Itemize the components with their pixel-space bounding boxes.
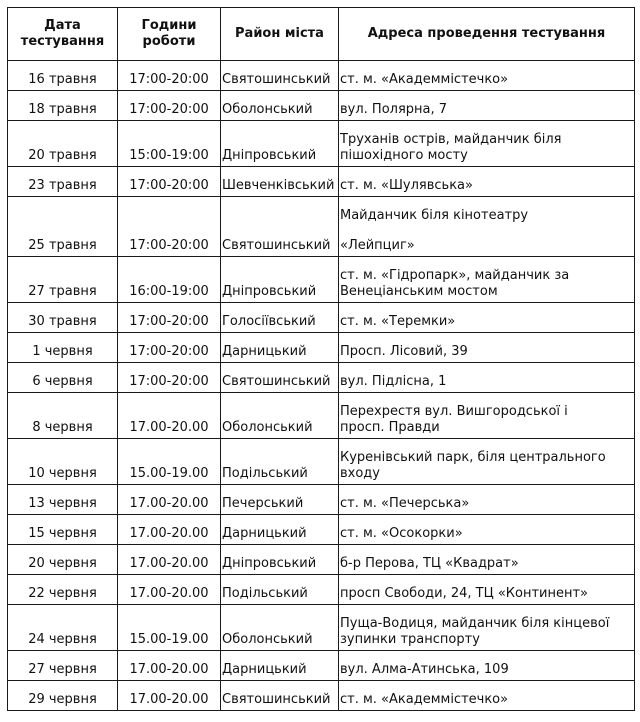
address-line: просп Свободи, 24, ТЦ «Континент» [340, 586, 589, 601]
table-row [8, 167, 635, 197]
cell-date: 30 травня [8, 303, 118, 333]
cell-date: 27 червня [8, 651, 118, 681]
address-line: ст. м. «Теремки» [340, 314, 456, 329]
cell-date: 25 травня [8, 197, 118, 257]
address-line: ст. м. «Осокорки» [340, 526, 463, 541]
cell-district: Дніпровський [221, 121, 339, 167]
cell-district: Дніпровський [221, 257, 339, 303]
address-line: ст. м. «Гідропарк», майданчик за [340, 268, 570, 283]
cell-address [339, 605, 635, 651]
cell-address [339, 439, 635, 485]
cell-time: 17:00-20:00 [118, 61, 221, 91]
table-row [8, 575, 635, 605]
address-line: ст. м. «Шулявська» [340, 178, 473, 193]
address-line: вул. Підлісна, 1 [340, 374, 447, 389]
cell-date: 20 травня [8, 121, 118, 167]
table-row [8, 121, 635, 167]
table-row [8, 651, 635, 681]
header-district: Район міста [221, 8, 339, 61]
cell-address [339, 333, 635, 363]
address-line: Венеціанським мостом [340, 284, 498, 299]
cell-time: 17.00-20.00 [118, 545, 221, 575]
cell-date: 6 червня [8, 363, 118, 393]
table-row [8, 61, 635, 91]
table-row [8, 197, 635, 257]
table-row [8, 439, 635, 485]
address-line: вул. Алма-Атинська, 109 [340, 662, 509, 677]
address-line: Перехрестя вул. Вишгородської і [340, 404, 568, 419]
cell-address [339, 651, 635, 681]
cell-district: Оболонський [221, 605, 339, 651]
cell-date: 16 травня [8, 61, 118, 91]
cell-address [339, 545, 635, 575]
cell-district: Голосіївський [221, 303, 339, 333]
cell-district: Святошинський [221, 681, 339, 711]
cell-district: Святошинський [221, 363, 339, 393]
cell-date: 8 червня [8, 393, 118, 439]
testing-schedule-table [7, 7, 635, 711]
cell-address [339, 167, 635, 197]
header-date: Дата тестування [8, 8, 118, 61]
cell-time: 17:00-20:00 [118, 363, 221, 393]
table-row [8, 515, 635, 545]
cell-date: 15 червня [8, 515, 118, 545]
cell-address [339, 257, 635, 303]
cell-time: 15.00-19.00 [118, 439, 221, 485]
cell-district: Дарницький [221, 515, 339, 545]
address-line: просп. Правди [340, 420, 440, 435]
address-line: Майданчик біля кінотеатру [340, 208, 529, 223]
cell-time: 17.00-20.00 [118, 485, 221, 515]
cell-time: 17:00-20:00 [118, 167, 221, 197]
cell-address [339, 61, 635, 91]
table-row [8, 485, 635, 515]
cell-address [339, 363, 635, 393]
address-line: «Лейпциг» [340, 238, 415, 253]
cell-district: Оболонський [221, 393, 339, 439]
cell-address [339, 393, 635, 439]
cell-date: 13 червня [8, 485, 118, 515]
cell-district: Дарницький [221, 651, 339, 681]
cell-address [339, 197, 635, 257]
address-line: ст. м. «Академмістечко» [340, 692, 509, 707]
table-row [8, 91, 635, 121]
cell-address [339, 515, 635, 545]
table-row [8, 605, 635, 651]
cell-time: 15.00-19.00 [118, 605, 221, 651]
address-line: Просп. Лісовий, 39 [340, 344, 468, 359]
header-hours: Години роботи [118, 8, 221, 61]
cell-address [339, 681, 635, 711]
schedule-table-container [7, 7, 635, 711]
table-row [8, 333, 635, 363]
address-line: Куренівський парк, біля центрального [340, 450, 606, 465]
cell-date: 20 червня [8, 545, 118, 575]
address-line: Пуща-Водиця, майданчик біля кінцевої [340, 616, 610, 631]
address-line: б-р Перова, ТЦ «Квадрат» [340, 556, 519, 571]
cell-district: Святошинський [221, 61, 339, 91]
cell-date: 1 червня [8, 333, 118, 363]
table-row [8, 257, 635, 303]
cell-date: 27 травня [8, 257, 118, 303]
cell-address [339, 121, 635, 167]
table-row [8, 393, 635, 439]
cell-time: 15:00-19:00 [118, 121, 221, 167]
address-line: пішохідного мосту [340, 148, 468, 163]
table-row [8, 363, 635, 393]
cell-date: 23 травня [8, 167, 118, 197]
cell-time: 17:00-20:00 [118, 333, 221, 363]
cell-time: 17.00-20.00 [118, 651, 221, 681]
cell-time: 17:00-20:00 [118, 303, 221, 333]
cell-time: 17:00-20:00 [118, 91, 221, 121]
cell-date: 22 червня [8, 575, 118, 605]
cell-district: Дніпровський [221, 545, 339, 575]
table-row [8, 545, 635, 575]
table-header-row [8, 8, 635, 61]
cell-time: 17.00-20.00 [118, 575, 221, 605]
cell-date: 18 травня [8, 91, 118, 121]
cell-address [339, 303, 635, 333]
cell-time: 17.00-20.00 [118, 393, 221, 439]
cell-district: Святошинський [221, 197, 339, 257]
address-line: Труханів острів, майданчик біля [340, 132, 562, 147]
cell-time: 17.00-20.00 [118, 681, 221, 711]
cell-district: Подільський [221, 575, 339, 605]
address-line: вул. Полярна, 7 [340, 102, 448, 117]
address-line: ст. м. «Печерська» [340, 496, 470, 511]
cell-time: 16:00-19:00 [118, 257, 221, 303]
cell-date: 10 червня [8, 439, 118, 485]
cell-time: 17.00-20.00 [118, 515, 221, 545]
address-line: зупинки транспорту [340, 632, 480, 647]
table-row [8, 303, 635, 333]
cell-date: 24 червня [8, 605, 118, 651]
cell-date: 29 червня [8, 681, 118, 711]
address-line: входу [340, 466, 380, 481]
cell-time: 17:00-20:00 [118, 197, 221, 257]
address-line: ст. м. «Академмістечко» [340, 72, 509, 87]
cell-district: Оболонський [221, 91, 339, 121]
cell-district: Шевченківський [221, 167, 339, 197]
cell-district: Подільський [221, 439, 339, 485]
table-row [8, 681, 635, 711]
cell-address [339, 485, 635, 515]
cell-district: Дарницький [221, 333, 339, 363]
cell-address [339, 575, 635, 605]
cell-district: Печерський [221, 485, 339, 515]
header-address: Адреса проведення тестування [339, 8, 635, 61]
cell-address [339, 91, 635, 121]
